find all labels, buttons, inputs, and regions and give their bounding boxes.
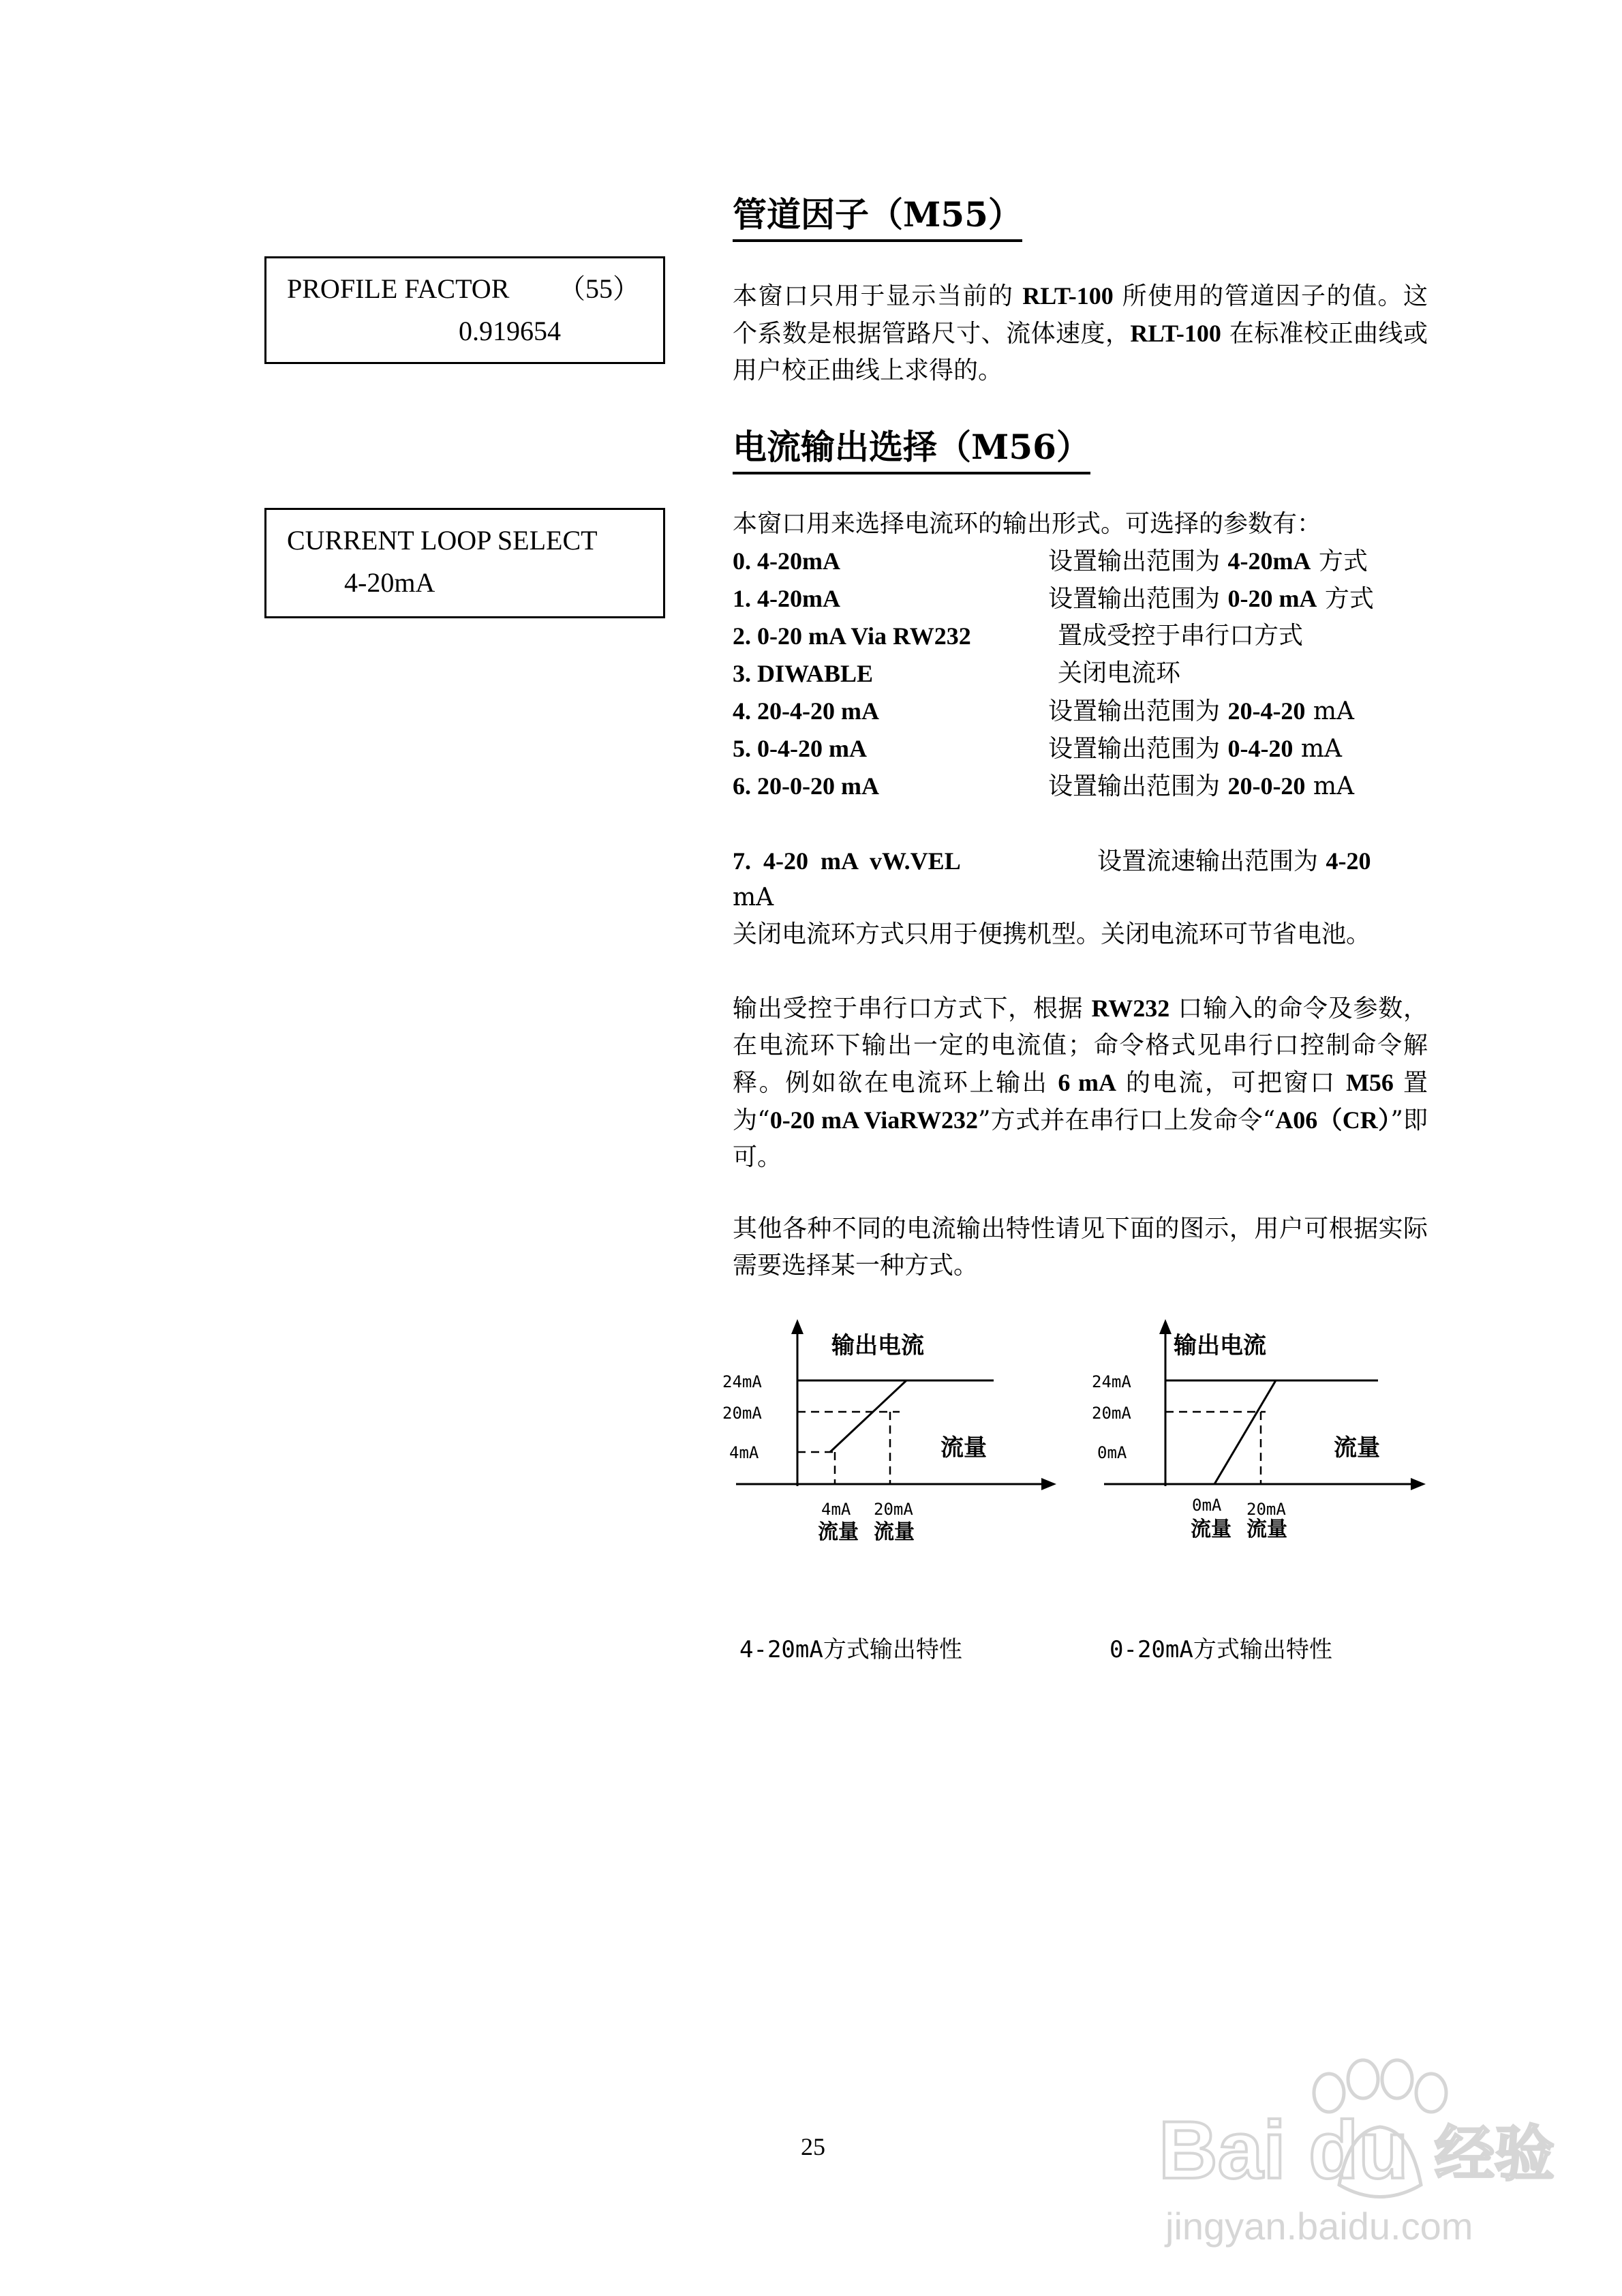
x-tick-4ma: 4mA [821, 1500, 851, 1519]
m56-note-serial: 输出受控于串行口方式下，根据 RW232 口输入的命令及参数，在电流环下输出一定的电流值；命令格式见串行口控制命令解释。例如欲在电流环上输出 6 mA 的电流，可把窗口 M56 置为“0-20 mA ViaRW232”方式并在串行口上发命令“A06（CR）”即可。 [733, 995, 1428, 1171]
y-axis-label: 输出电流 [831, 1332, 924, 1359]
y-axis-arrow-icon [1159, 1319, 1172, 1334]
y-axis-label: 输出电流 [1174, 1332, 1266, 1359]
paw-toe-icon [1382, 2060, 1412, 2098]
watermark-url: jingyan.baidu.com [1165, 2205, 1473, 2248]
m56-lcd-label: CURRENT LOOP SELECT [287, 525, 598, 556]
m55-lcd-label: PROFILE FACTOR [287, 273, 510, 304]
m55-lcd-code: （55） [558, 273, 640, 304]
m55-heading: 管道因子（M55） [733, 193, 1022, 242]
m56-lcd-display [264, 508, 665, 618]
x-axis-arrow-icon [1411, 1478, 1426, 1490]
option-row: 3. DIWABLE 关闭电流环 [733, 659, 1181, 687]
m56-note-portable: 关闭电流环方式只用于便携机型。关闭电流环可节省电池。 [733, 920, 1371, 948]
output-characteristic-0-20ma-diagram [1085, 1319, 1439, 1551]
m55-lcd-display [264, 256, 665, 364]
page-number: 25 [801, 2133, 825, 2160]
output-slope-line [1214, 1380, 1276, 1484]
option-row-7-unit: mA [733, 883, 774, 911]
paw-toe-icon [1416, 2074, 1446, 2112]
option-row: 2. 0-20 mA Via RW232 置成受控于串行口方式 [733, 622, 1304, 650]
figure-caption-0-20ma: 0-20mA方式输出特性 [1110, 1636, 1332, 1663]
output-slope-line [830, 1380, 906, 1452]
x-axis-arrow-icon [1041, 1478, 1056, 1490]
x-tick-20ma-sub: 流量 [1246, 1517, 1287, 1541]
paw-toe-icon [1348, 2060, 1378, 2098]
y-tick-24ma: 24mA [1092, 1372, 1131, 1391]
y-tick-20ma: 20mA [722, 1404, 762, 1423]
m56-note-other: 其他各种不同的电流输出特性请见下面的图示，用户可根据实际需要选择某一种方式。 [733, 1215, 1428, 1280]
m56-lcd-value: 4-20mA [344, 567, 435, 598]
option-row: 0. 4-20mA 设置输出范围为 4-20mA 方式 [733, 547, 1368, 575]
figure-caption-4-20ma: 4-20mA方式输出特性 [739, 1636, 962, 1663]
x-axis-label: 流量 [1334, 1434, 1380, 1462]
x-tick-20ma: 20mA [874, 1500, 913, 1519]
y-tick-0ma: 0mA [1097, 1443, 1127, 1462]
x-tick-0ma-sub: 流量 [1191, 1517, 1231, 1541]
x-axis-label: 流量 [940, 1434, 987, 1462]
y-tick-20ma: 20mA [1092, 1404, 1131, 1423]
y-axis-arrow-icon [791, 1319, 804, 1334]
y-tick-24ma: 24mA [722, 1372, 762, 1391]
m55-lcd-value: 0.919654 [459, 316, 561, 346]
option-row: 6. 20-0-20 mA 设置输出范围为 20-0-20 mA [733, 772, 1355, 800]
x-tick-0ma: 0mA [1192, 1496, 1222, 1515]
option-row: 5. 0-4-20 mA 设置输出范围为 0-4-20 mA [733, 735, 1343, 763]
option-row-7: 7. 4-20 mA vW.VEL 设置流速输出范围为 4-20 [733, 847, 1371, 875]
m55-description: 本窗口只用于显示当前的 RLT-100 所使用的管道因子的值。这个系数是根据管路尺寸、流体速度，RLT-100 在标准校正曲线或用户校正曲线上求得的。 [733, 282, 1428, 384]
output-characteristic-4-20ma-diagram [716, 1319, 1070, 1551]
option-row: 1. 4-20mA 设置输出范围为 0-20 mA 方式 [733, 585, 1374, 613]
watermark-jingyan: 经验 [1435, 2119, 1555, 2189]
x-tick-20ma: 20mA [1246, 1500, 1286, 1519]
m56-heading: 电流输出选择（M56） [733, 425, 1090, 474]
watermark-brand: Bai du [1159, 2104, 1409, 2196]
baidu-jingyan-watermark [1145, 2052, 1567, 2256]
option-row: 4. 20-4-20 mA 设置输出范围为 20-4-20 mA [733, 697, 1355, 725]
x-tick-20ma-sub: 流量 [874, 1520, 915, 1544]
x-tick-4ma-sub: 流量 [818, 1520, 859, 1544]
y-tick-4ma: 4mA [729, 1443, 759, 1462]
m56-intro: 本窗口用来选择电流环的输出形式。可选择的参数有： [733, 510, 1322, 538]
